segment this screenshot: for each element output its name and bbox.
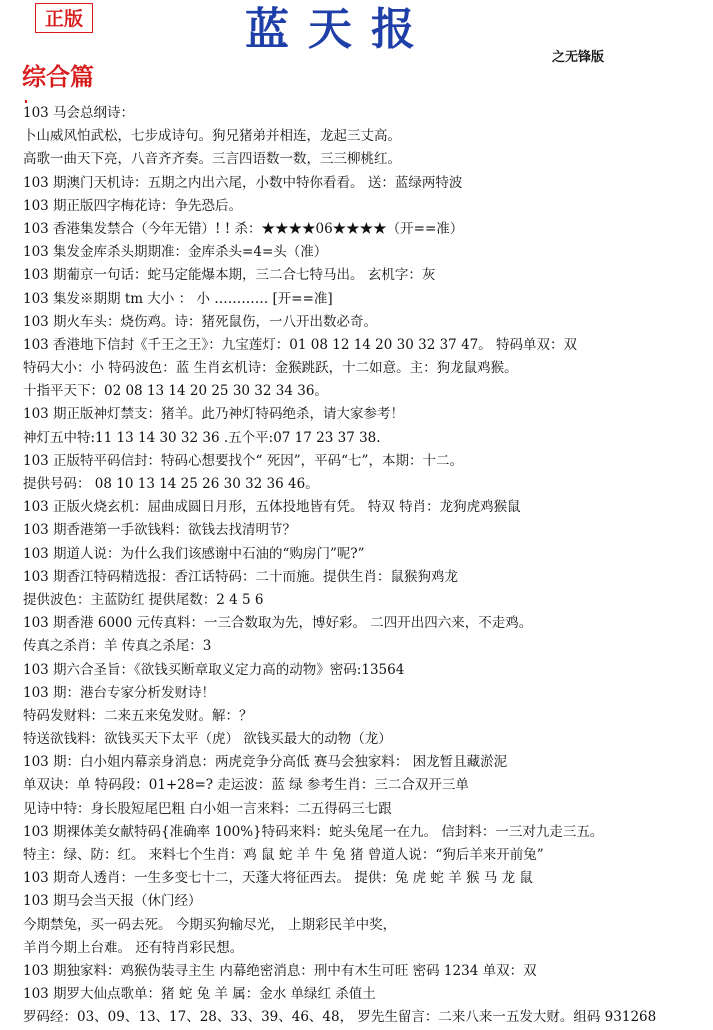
text-line: 单双诀：单 特码段：01+28=? 走运波：蓝 绿 参考生肖：三二合双开三单: [23, 777, 469, 794]
text-line: 传真之杀肖：羊 传真之杀尾：3: [23, 638, 212, 655]
text-line: 103 期澳门天机诗：五期之内出六尾，小数中特你看看。 送：蓝绿两特波: [23, 174, 463, 191]
text-line: 103 期：港台专家分析发财诗！: [23, 684, 216, 701]
text-line: 103 期正版神灯禁支：猪羊。此乃神灯特码绝杀，请大家参考！: [23, 406, 405, 423]
text-body: [23, 102, 703, 1030]
text-line: 103 期马会当天报（休门经）: [23, 893, 202, 910]
text-line: 103 集发金库杀头期期准：金库杀头=4=头（准）: [23, 244, 328, 261]
text-line: 103 正版特平码信封：特码心想要找个“ 死因”，平码“七”，本期：十二。: [23, 452, 463, 469]
text-line: 十指平天下：02 08 13 14 20 25 30 32 34 36。: [23, 383, 328, 400]
text-line: 103 期道人说：为什么我们该感谢中石油的“购房门”呢?”: [23, 545, 365, 562]
text-line: 提供号码： 08 10 13 14 25 26 30 32 36 46。: [23, 476, 319, 492]
text-line: 103 马会总纲诗：: [23, 105, 135, 121]
text-line: 提供波色：主蓝防红 提供尾数：2 4 5 6: [23, 591, 264, 608]
text-line: 103 正版火烧玄机：屈曲成圆日月形，五体投地皆有凭。 特双 特肖：龙狗虎鸡猴鼠: [23, 499, 521, 516]
text-line: 103 集发※期期 tm 大小 ： 小 ………… [开==准]: [23, 290, 333, 307]
text-line: 103 期裸体美女献特码{准确率 100%}特码来料：蛇头兔尾一在九。 信封料：一三对九走三五。: [23, 823, 604, 840]
text-line: 103 期罗大仙点歌单：猪 蛇 兔 羊 属：金水 单绿红 杀值土: [23, 986, 376, 1003]
text-line: 神灯五中特:11 13 14 30 32 36 .五个平:07 17 23 37 38.: [23, 429, 381, 446]
text-line: 103 期香港 6000 元传真料：一三合数取为先，博好彩。 二四开出四六来，不走鸡。: [23, 615, 533, 632]
text-line: 103 期香港第一手欲钱料：欲钱去找清明节？: [23, 522, 297, 539]
text-line: 特送欲钱料：欲钱买天下太平（虎） 欲钱买最大的动物（龙）: [23, 731, 392, 748]
text-line: 103 期独家料：鸡猴伪装寻主生 内幕绝密消息：刑中有木生可旺 密码 1234 单双：双: [23, 962, 537, 979]
text-line: 特主：绿、防：红。 来料七个生肖：鸡 鼠 蛇 羊 牛 兔 猪 曾道人说：“狗后羊来开前兔”: [23, 847, 544, 863]
section-title: 综合篇: [22, 62, 94, 91]
edition-label: 之无锋版: [552, 50, 605, 65]
text-line: 罗码经：03、09、13、17、28、33、39、46、48， 罗先生留言：二来八来一五发大财。组码 931268: [23, 1009, 657, 1026]
text-line: 特码大小：小 特码波色：蓝 生肖玄机诗：金猴跳跃，十二如意。主：狗龙鼠鸡猴。: [23, 360, 518, 377]
text-line: 高歌一曲天下亮，八音齐齐奏。三言四语数一数，三三柳桃红。: [23, 151, 401, 168]
text-line: 见诗中特：身长股短尾巴粗 白小姐一言来料：二五得码三七跟: [23, 800, 392, 817]
text-line: 今期禁兔，买一码去死。 今期买狗输尽光， 上期彩民羊中奖，: [23, 916, 397, 933]
text-line: 103 期火车头：烧伤鸡。诗：猪死鼠伤，一八开出数必奇。: [23, 313, 378, 330]
text-line: 103 期六合圣旨：《欲钱买断章取义定力高的动物》密码:13564: [23, 661, 405, 678]
text-line: 103 香港地下信封《千王之王》：九宝莲灯：01 08 12 14 20 30 32 37 47。 特码单双：双: [23, 336, 578, 353]
text-line: 103 期正版四字梅花诗：争先恐后。: [23, 197, 243, 214]
newspaper-title: 蓝天报: [245, 4, 434, 55]
text-line: 羊肖今期上台难。 还有特肖彩民想。: [23, 939, 244, 956]
text-line: 103 期：白小姐内幕亲身消息：两虎竞争分高低 赛马会独家料： 困龙暂且藏淤泥: [23, 754, 508, 771]
text-line: 103 香港集发禁合（今年无错）! ! 杀：★★★★06★★★★（开==准）: [23, 220, 464, 237]
text-line: 103 期奇人透肖：一生多变七十二，天蓬大将征西去。 提供：兔 虎 蛇 羊 猴 马 龙 鼠: [23, 870, 533, 887]
text-line: 103 期香江特码精选报：香江话特码：二十而施。提供生肖：鼠猴狗鸡龙: [23, 568, 459, 585]
genuine-stamp: 正版: [35, 3, 93, 33]
text-line: 特码发财料：二来五来兔发财。解：？: [23, 707, 253, 724]
text-line: 卜山威风怕武松，七步成诗句。狗兄猪弟并相连，龙起三丈高。: [23, 128, 401, 145]
text-line: 103 期葡京一句话：蛇马定能爆本期，三二合七特马出。 玄机字：灰: [23, 267, 436, 284]
